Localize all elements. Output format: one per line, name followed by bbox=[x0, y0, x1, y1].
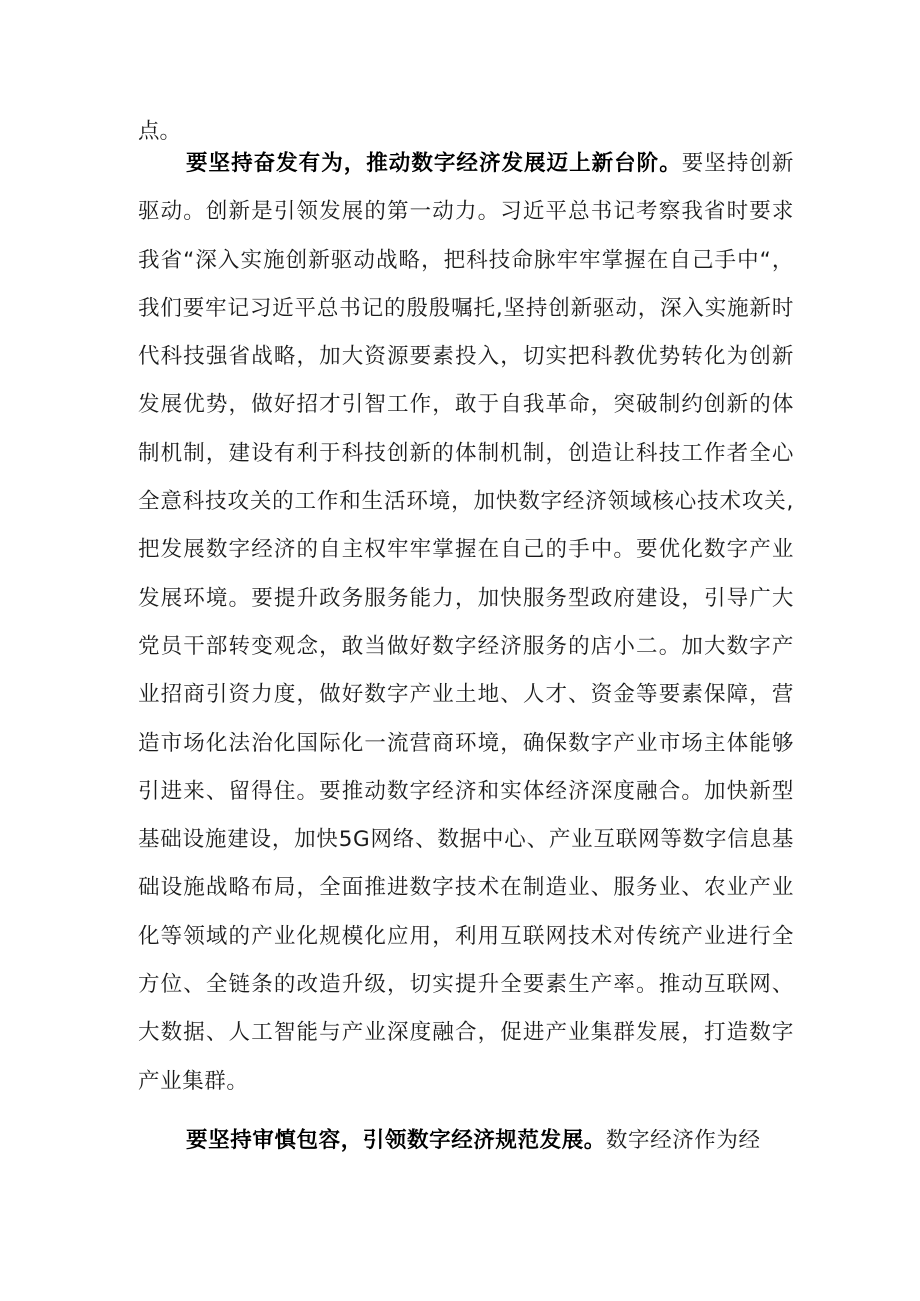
paragraph-regulation bbox=[138, 1117, 794, 1165]
paragraph bbox=[138, 140, 794, 1106]
paragraph-lead-heading: 要坚持奋发有为，推动数字经济发展迈上新台阶。 bbox=[186, 151, 682, 176]
fragment-text: 点。 bbox=[138, 119, 182, 144]
paragraph bbox=[138, 1117, 794, 1165]
paragraph-innovation bbox=[138, 140, 794, 1106]
paragraph-body: 要坚持创新驱动。创新是引领发展的第一动力。习近平总书记考察我省时要求我省“深入实施创新驱动战略，把科技命脉牢牢掌握在自己手中“，我们要牢记习近平总书记的殷殷嘱托,坚持创新驱动，深入实施新时代科技强省战略，加大资源要素投入，切实把科教优势转化为创新发展优势，做好招才引智工作，敢于自我革命，突破制约创新的体制机制，建设有利于科技创新的体制机制，创造让科技工作者全心全意科技攻关的工作和生活环境，加快数字经济领域核心技术攻关,把发展数字经济的自主权牢牢掌握在自己的手中。要优化数字产业发展环境。要提升政务服务能力，加快服务型政府建设，引导广大党员干部转变观念，敢当做好数字经济服务的店小二。加大数字产业招商引资力度，做好数字产业土地、人才、资金等要素保障，营造市场化法治化国际化一流营商环境，确保数字产业市场主体能够引进来、留得住。要推动数字经济和实体经济深度融合。加快新型基础设施建设，加快5G网络、数据中心、产业互联网等数字信息基础设施战略布局，全面推进数字技术在制造业、服务业、农业产业化等领域的产业化规模化应用，利用互联网技术对传统产业进行全方位、全链条的改造升级，切实提升全要素生产率。推动互联网、大数据、人工智能与产业深度融合，促进产业集群发展，打造数字产业集群。 bbox=[138, 151, 794, 1094]
paragraph-body: 数字经济作为经 bbox=[605, 1128, 761, 1153]
paragraph-lead-heading: 要坚持审慎包容，引领数字经济规范发展。 bbox=[186, 1128, 606, 1153]
